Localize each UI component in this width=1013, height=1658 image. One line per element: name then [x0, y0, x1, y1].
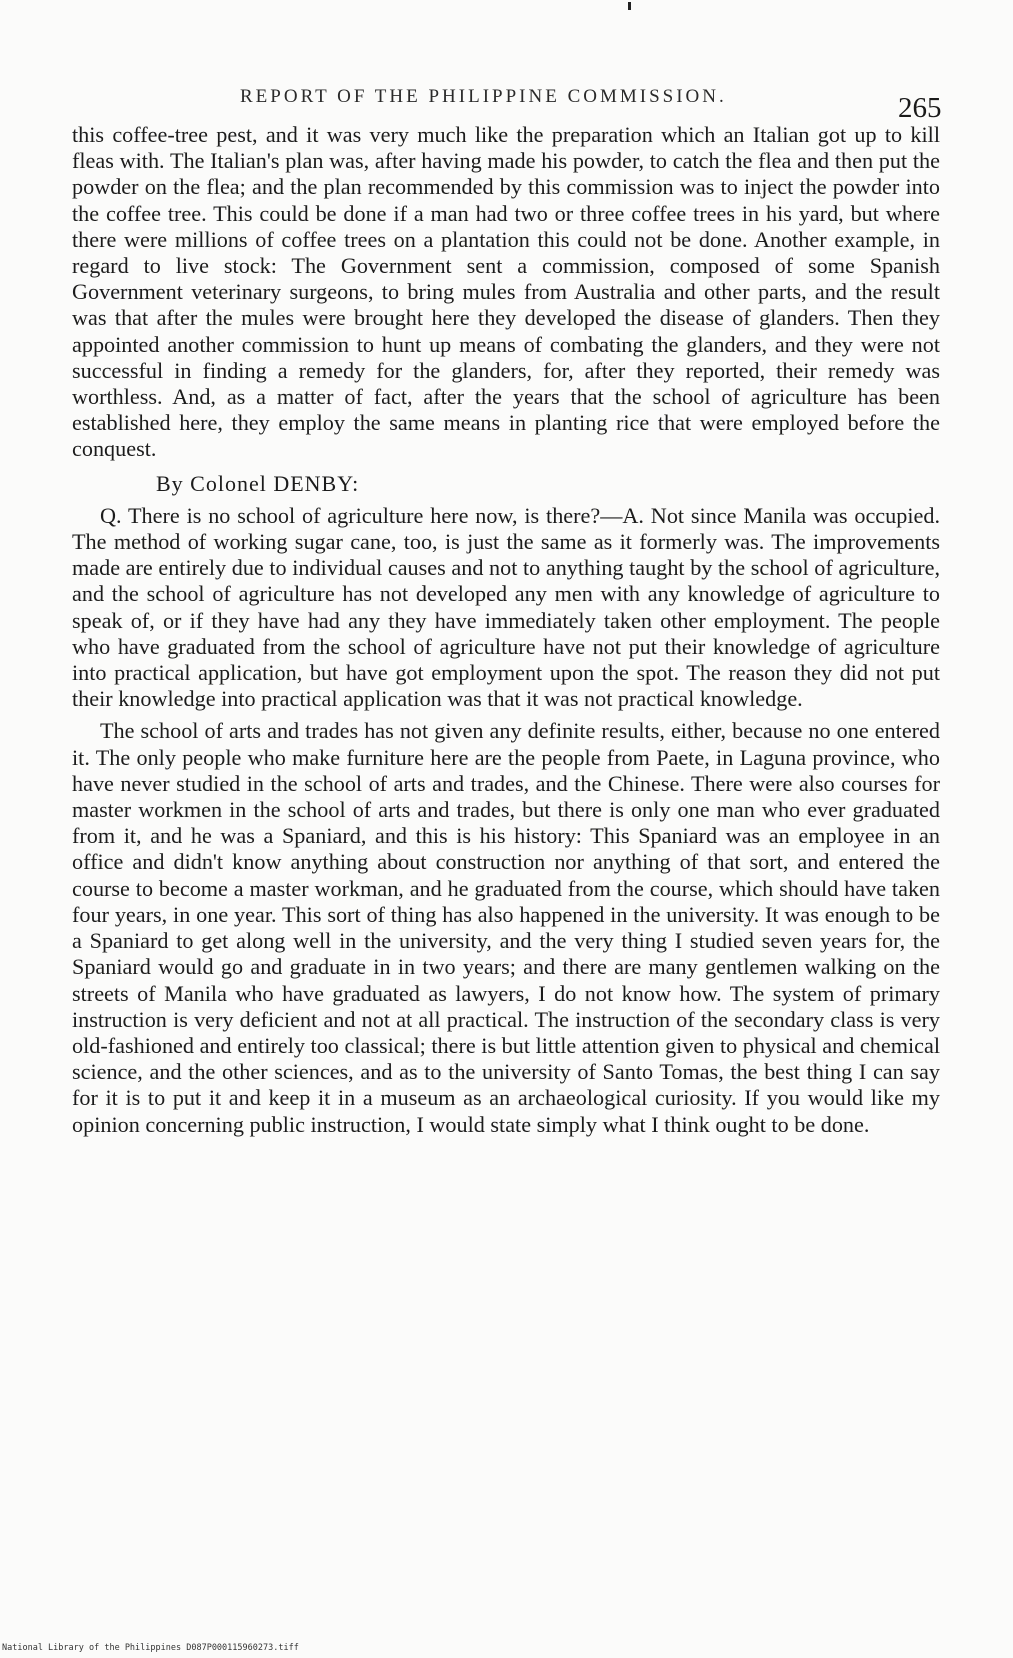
scan-footer: National Library of the Philippines D087P000115960273.tiff — [2, 1643, 299, 1653]
body-text — [72, 122, 940, 1138]
scan-mark — [628, 2, 631, 10]
running-head: REPORT OF THE PHILIPPINE COMMISSION. — [240, 86, 727, 107]
paragraph: Q. There is no school of agriculture here now, is there?—A. Not since Manila was occupied. The method of working sugar cane, too, is just the same as it formerly was. The improvements made are entirely due to individual causes and not to anything taught by the school of agriculture, and the school of agriculture has not developed any men with any knowledge of agriculture to speak of, or if they have had any they have immediately taken other employment. The people who have graduated from the school of agriculture have not put their knowledge of agriculture into practical application, but have got employment upon the spot. The reason they did not put their knowledge into practical application was that it was not practical knowledge. — [72, 502, 940, 712]
paragraph: The school of arts and trades has not given any definite results, either, because no one entered it. The only people who make furniture here are the people from Paete, in Laguna province, who have never studied in the school of arts and trades, and the Chinese. There were also courses for master workmen in the school of arts and trades, but there is only one man who ever graduated from it, and he was a Spaniard, and this is his history: This Spaniard was an employee in an office and didn't know anything about construction nor anything of that sort, and entered the course to become a master workman, and he graduated from the course, which should have taken four years, in one year. This sort of thing has also happened in the university. It was enough to be a Spaniard to get along well in the university, and the very thing I studied seven years for, the Spaniard would go and graduate in in two years; and there are many gentlemen walking on the streets of Manila who have graduated as lawyers, I do not know how. The system of primary instruction is very deficient and not at all practical. The instruction of the secondary class is very old-fashioned and entirely too classical; there is but little attention given to physical and chemical science, and the other sciences, and as to the university of Santo Tomas, the best thing I can say for it is to put it and keep it in a museum as an archaeological curiosity. If you would like my opinion concerning public instruction, I would state simply what I think ought to be done. — [72, 718, 940, 1137]
speaker-label: By Colonel DENBY: — [156, 470, 360, 496]
page-number: 265 — [898, 92, 942, 124]
paragraph: this coffee-tree pest, and it was very much like the preparation which an Italian got up to kill fleas with. The Italian's plan was, after having made his powder, to catch the flea and then put the powder on the flea; and the plan recommended by this commission was to inject the powder into the coffee tree. This could be done if a man had two or three coffee trees in his yard, but where there were millions of coffee trees on a plantation this could not be done. Another example, in regard to live stock: The Government sent a commission, composed of some Spanish Government veterinary surgeons, to bring mules from Australia and other parts, and the result was that after the mules were brought here they developed the disease of glanders. Then they appointed another commission to hunt up means of combating the glanders, and they were not successful in finding a remedy for the glanders, for, after they reported, their remedy was worthless. And, as a matter of fact, after the years that the school of agriculture has been established here, they employ the same means in planting rice that were employed before the conquest. — [72, 122, 940, 462]
